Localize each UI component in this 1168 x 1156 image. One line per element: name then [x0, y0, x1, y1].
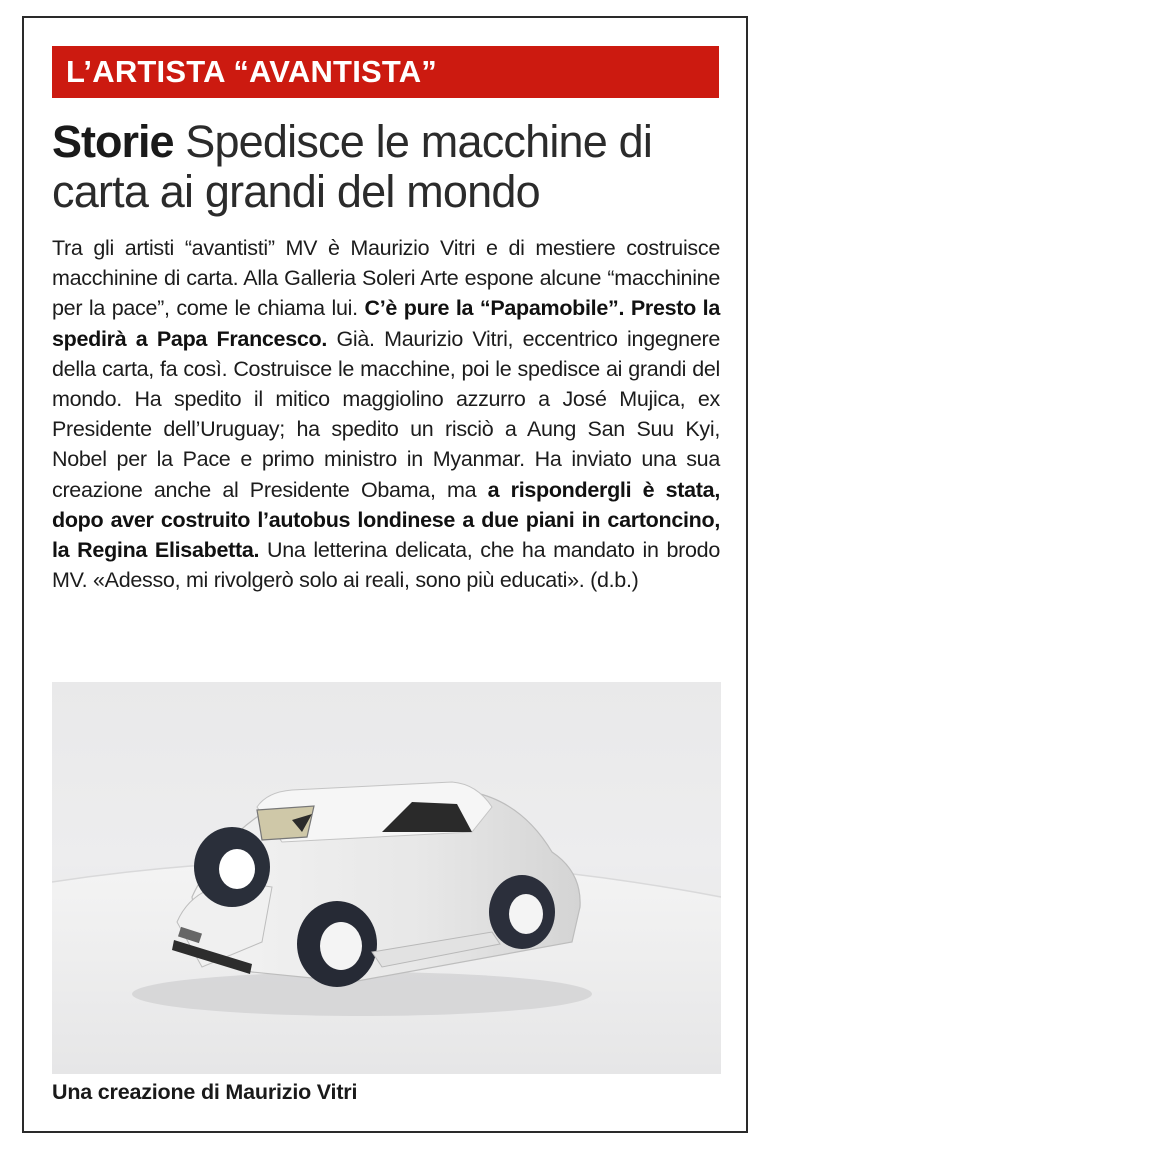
- body-segment-3: Una letterina delicata, che ha mandato in brodo MV. «Adesso, mi rivolgerò solo ai reali, sono più educati». (d.b.): [52, 538, 720, 593]
- headline-lead: Storie: [52, 116, 174, 167]
- headline: [52, 117, 722, 217]
- article-body: [52, 233, 720, 595]
- photo-caption: Una creazione di Maurizio Vitri: [52, 1080, 358, 1104]
- body-bold-2: a rispondergli è stata, dopo aver costruito l’autobus londinese a due piani in cartoncino, la Regina Elisabetta.: [52, 477, 720, 563]
- headline-rest: Spedisce le macchine di carta ai grandi del mondo: [52, 116, 653, 217]
- paper-car-illustration: [52, 682, 721, 1074]
- paper-car-photo: [52, 682, 721, 1074]
- section-kicker: L’ARTISTA “AVANTISTA”: [52, 46, 719, 98]
- body-bold-1: C’è pure la “Papamobile”. Presto la spedirà a Papa Francesco.: [52, 296, 720, 351]
- body-segment-2: Già. Maurizio Vitri, eccentrico ingegnere della carta, fa così. Costruisce le macchine, poi le spedisce ai grandi del mondo. Ha spedito il mitico maggiolino azzurro a José Mujica, ex Presidente dell’Uruguay; ha spedito un risciò a Aung San Suu Kyi, Nobel per la Pace e primo ministro in Myanmar. Ha inviato una sua creazione anche al Presidente Obama, ma: [52, 326, 720, 502]
- body-segment-1: Tra gli artisti “avantisti” MV è Maurizio Vitri e di mestiere costruisce macchinine di carta. Alla Galleria Soleri Arte espone alcune “macchinine per la pace”, come le chiama lui.: [52, 236, 720, 321]
